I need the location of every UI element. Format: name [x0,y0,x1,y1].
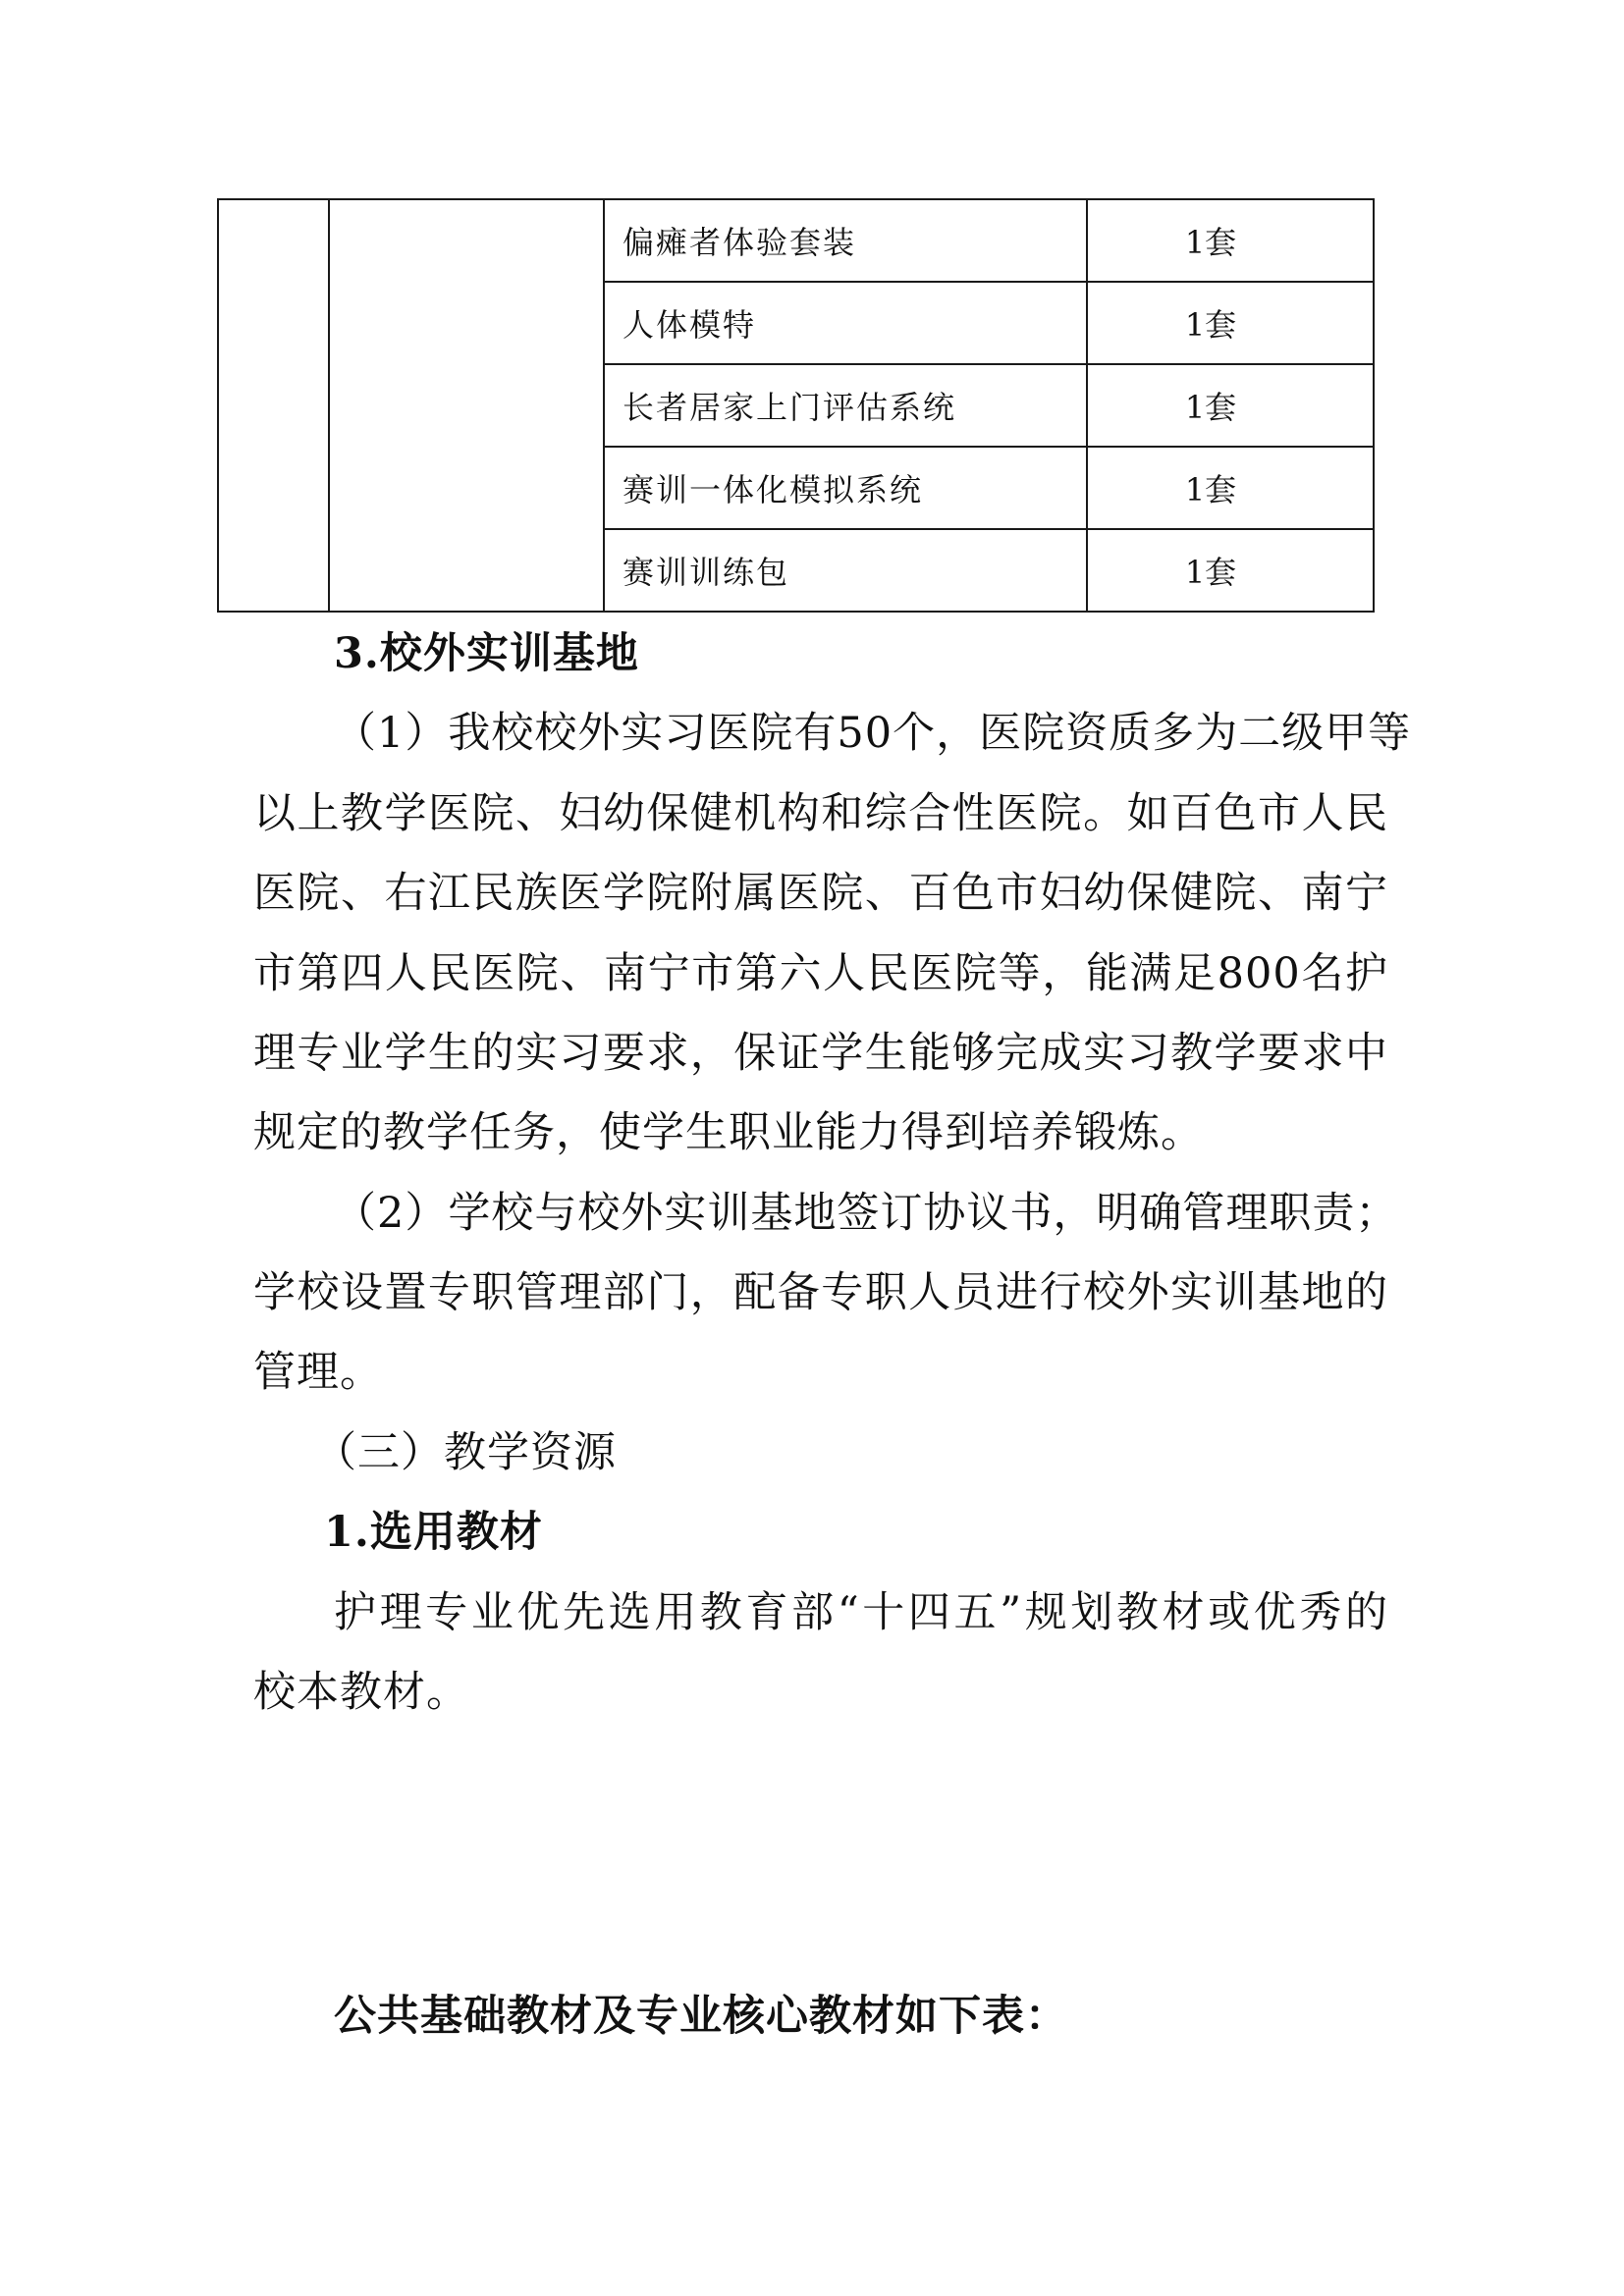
paragraph-line: 医院、右江民族医学院附属医院、百色市妇幼保健院、南宁 [253,869,1388,918]
paragraph-line: 以上教学医院、妇幼保健机构和综合性医院。如百色市人民 [253,789,1388,838]
paragraph-line: 规定的教学任务，使学生职业能力得到培养锻炼。 [253,1108,1204,1157]
equipment-name: 人体模特 [604,282,1087,364]
equipment-qty: 1套 [1087,364,1374,447]
table-cell-blank [218,199,329,612]
equipment-qty: 1套 [1087,282,1374,364]
paragraph-line: （2）学校与校外实训基地签订协议书，明确管理职责； [334,1189,1399,1238]
section-heading: 3.校外实训基地 [334,629,639,678]
equipment-qty: 1套 [1087,199,1374,282]
paragraph-line: 理专业学生的实习要求，保证学生能够完成实习教学要求中 [253,1029,1388,1078]
equipment-table [217,198,1375,613]
sub-heading: 1.选用教材 [324,1508,543,1557]
table-row [218,199,1374,282]
equipment-qty: 1套 [1087,529,1374,612]
equipment-qty: 1套 [1087,447,1374,529]
section-heading: （三）教学资源 [314,1428,617,1477]
paragraph-line: 管理。 [253,1348,383,1397]
paragraph-line: （1）我校校外实习医院有50个，医院资质多为二级甲等 [334,709,1412,758]
equipment-name: 赛训训练包 [604,529,1087,612]
equipment-name: 赛训一体化模拟系统 [604,447,1087,529]
equipment-name: 长者居家上门评估系统 [604,364,1087,447]
paragraph-line: 校本教材。 [253,1668,469,1717]
table-intro: 公共基础教材及专业核心教材如下表： [334,1992,1068,2041]
equipment-name: 偏瘫者体验套装 [604,199,1087,282]
paragraph-line: 市第四人民医院、南宁市第六人民医院等，能满足800名护 [253,949,1388,998]
table-cell-blank [329,199,604,612]
paragraph-line: 护理专业优先选用教育部“十四五”规划教材或优秀的 [334,1588,1388,1637]
paragraph-line: 学校设置专职管理部门，配备专职人员进行校外实训基地的 [253,1268,1388,1317]
